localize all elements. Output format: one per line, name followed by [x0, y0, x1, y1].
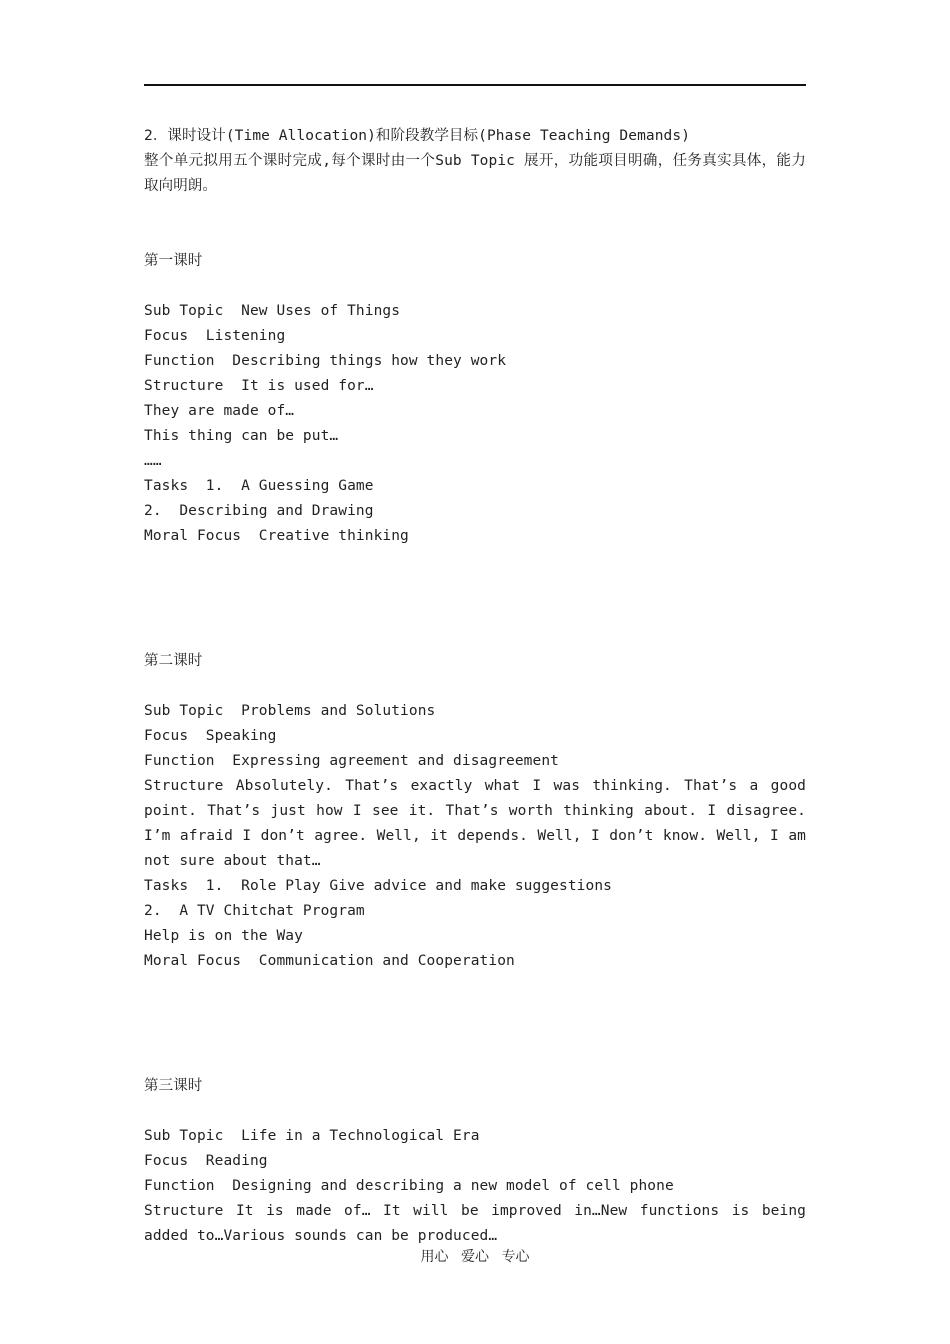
tasks-line: 2. A TV Chitchat Program — [144, 903, 365, 919]
document-body — [144, 124, 806, 1249]
lesson-title: 第二课时 — [144, 653, 203, 669]
tasks-line: Help is on the Way — [144, 928, 303, 944]
intro-paragraph: 整个单元拟用五个课时完成,每个课时由一个Sub Topic 展开，功能项目明确，任务真实具体，能力取向明朗。 — [144, 153, 806, 194]
lesson-title: 第一课时 — [144, 253, 203, 269]
spacer — [144, 199, 806, 249]
moral-focus-line: Moral Focus Communication and Cooperation — [144, 953, 515, 969]
structure-line: They are made of… — [144, 403, 295, 419]
focus-line: Focus Listening — [144, 328, 286, 344]
function-line: Function Designing and describing a new model of cell phone — [144, 1178, 674, 1194]
structure-line: Structure It is used for… — [144, 378, 374, 394]
spacer — [144, 549, 806, 649]
header-rule — [144, 84, 806, 86]
lesson-section-1 — [144, 249, 806, 549]
lesson-section-2 — [144, 649, 806, 974]
function-line: Function Describing things how they work — [144, 353, 507, 369]
intro-heading: 2．课时设计(Time Allocation)和阶段教学目标(Phase Teaching Demands) — [144, 128, 691, 144]
page-footer: 用心 爱心 专心 — [420, 1249, 530, 1265]
sub-topic-line: Sub Topic Life in a Technological Era — [144, 1128, 480, 1144]
structure-line: Structure It is made of… It will be improved in…New functions is being added to…Various sounds can be produced… — [144, 1203, 806, 1244]
focus-line: Focus Speaking — [144, 728, 277, 744]
focus-line: Focus Reading — [144, 1153, 268, 1169]
spacer — [144, 974, 806, 1074]
tasks-line: Tasks 1. Role Play Give advice and make suggestions — [144, 878, 612, 894]
sub-topic-line: Sub Topic Problems and Solutions — [144, 703, 436, 719]
ellipsis-line: …… — [144, 453, 162, 469]
structure-line: This thing can be put… — [144, 428, 339, 444]
structure-line: Structure Absolutely. That’s exactly what I was thinking. That’s a good point. That’s just how I see it. That’s worth thinking about. I disagree. I’m afraid I don’t agree. Well, it depends. Well, I don’t know. Well, I am not sure about that… — [144, 778, 806, 869]
moral-focus-line: Moral Focus Creative thinking — [144, 528, 409, 544]
lesson-section-3 — [144, 1074, 806, 1249]
function-line: Function Expressing agreement and disagreement — [144, 753, 559, 769]
sub-topic-line: Sub Topic New Uses of Things — [144, 303, 401, 319]
tasks-line: 2. Describing and Drawing — [144, 503, 374, 519]
tasks-line: Tasks 1. A Guessing Game — [144, 478, 374, 494]
lesson-title: 第三课时 — [144, 1078, 203, 1094]
